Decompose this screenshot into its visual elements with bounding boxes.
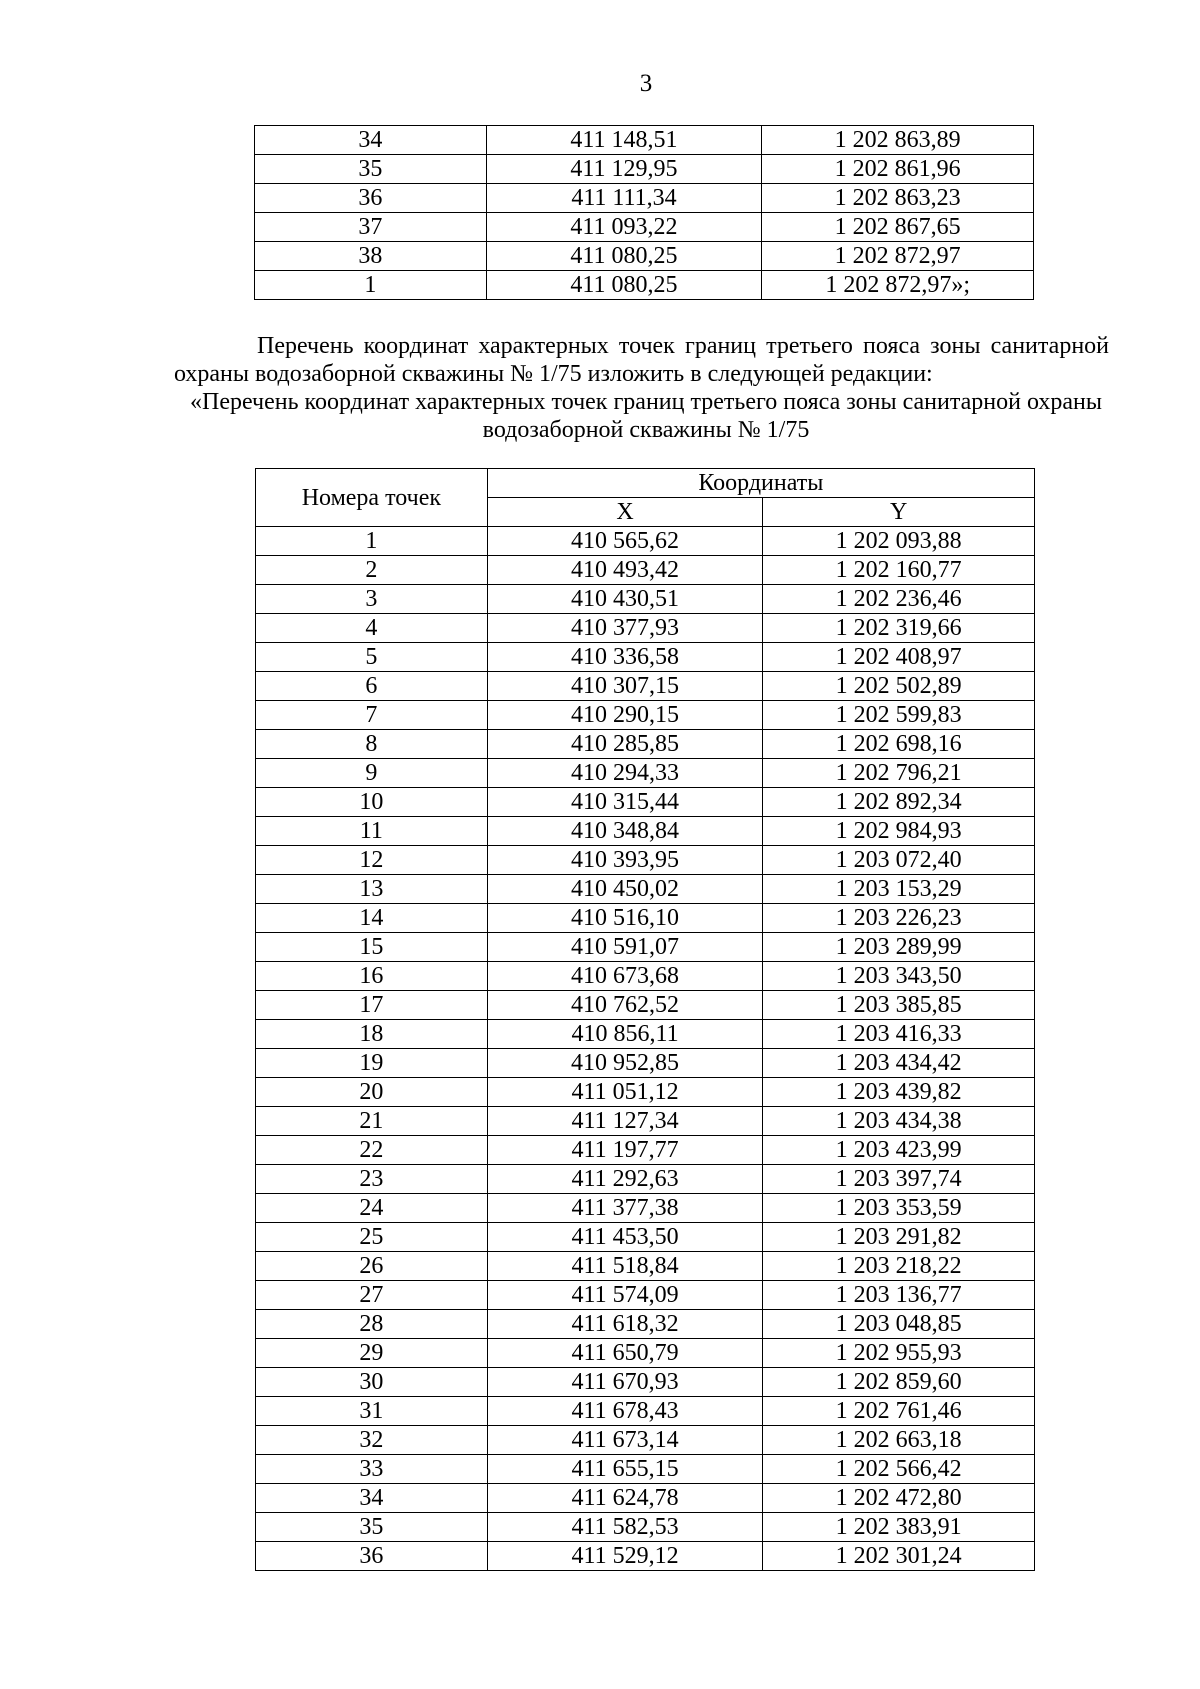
header-row-top: [256, 469, 1035, 498]
x-coordinate-cell: 410 336,58: [487, 643, 763, 672]
header-y: Y: [763, 498, 1035, 527]
x-coordinate-cell: 411 129,95: [486, 155, 762, 184]
table-row: [256, 1136, 1035, 1165]
y-coordinate-cell: 1 203 439,82: [763, 1078, 1035, 1107]
table-row: [256, 614, 1035, 643]
point-number-cell: 6: [256, 672, 488, 701]
point-number-cell: 16: [256, 962, 488, 991]
y-coordinate-cell: 1 203 218,22: [763, 1252, 1035, 1281]
y-coordinate-cell: 1 202 160,77: [763, 556, 1035, 585]
y-coordinate-cell: 1 203 136,77: [763, 1281, 1035, 1310]
point-number-cell: 13: [256, 875, 488, 904]
point-number-cell: 38: [255, 242, 487, 271]
table-row: [256, 1310, 1035, 1339]
table-row: [256, 1542, 1035, 1571]
point-number-cell: 1: [256, 527, 488, 556]
x-coordinate-cell: 411 655,15: [487, 1455, 763, 1484]
x-coordinate-cell: 410 430,51: [487, 585, 763, 614]
point-number-cell: 33: [256, 1455, 488, 1484]
table-row: [256, 643, 1035, 672]
y-coordinate-cell: 1 203 423,99: [763, 1136, 1035, 1165]
point-number-cell: 10: [256, 788, 488, 817]
point-number-cell: 23: [256, 1165, 488, 1194]
y-coordinate-cell: 1 203 434,38: [763, 1107, 1035, 1136]
point-number-cell: 12: [256, 846, 488, 875]
table-row: [256, 759, 1035, 788]
x-coordinate-cell: 410 393,95: [487, 846, 763, 875]
amended-list-title-line-1: «Перечень координат характерных точек границ третьего пояса зоны санитарной охраны: [189, 389, 1103, 415]
table-row: [256, 1165, 1035, 1194]
x-coordinate-cell: 411 618,32: [487, 1310, 763, 1339]
x-coordinate-cell: 410 952,85: [487, 1049, 763, 1078]
y-coordinate-cell: 1 202 796,21: [763, 759, 1035, 788]
table-row: [256, 875, 1035, 904]
header-coordinates: Координаты: [487, 469, 1034, 498]
y-coordinate-cell: 1 202 472,80: [763, 1484, 1035, 1513]
point-number-cell: 21: [256, 1107, 488, 1136]
table-row: [255, 126, 1034, 155]
y-coordinate-cell: 1 202 383,91: [763, 1513, 1035, 1542]
y-coordinate-cell: 1 202 761,46: [763, 1397, 1035, 1426]
table-row: [256, 1397, 1035, 1426]
x-coordinate-cell: 411 529,12: [487, 1542, 763, 1571]
point-number-cell: 34: [256, 1484, 488, 1513]
point-number-cell: 31: [256, 1397, 488, 1426]
table-row: [256, 672, 1035, 701]
header-point-numbers: Номера точек: [256, 469, 488, 527]
table-row: [255, 213, 1034, 242]
x-coordinate-cell: 410 493,42: [487, 556, 763, 585]
y-coordinate-cell: 1 202 859,60: [763, 1368, 1035, 1397]
x-coordinate-cell: 411 093,22: [486, 213, 762, 242]
y-coordinate-cell: 1 202 955,93: [763, 1339, 1035, 1368]
y-coordinate-cell: 1 203 353,59: [763, 1194, 1035, 1223]
point-number-cell: 24: [256, 1194, 488, 1223]
table-row: [256, 991, 1035, 1020]
table-row: [256, 817, 1035, 846]
point-number-cell: 32: [256, 1426, 488, 1455]
point-number-cell: 19: [256, 1049, 488, 1078]
point-number-cell: 36: [255, 184, 487, 213]
y-coordinate-cell: 1 202 599,83: [763, 701, 1035, 730]
header-x: X: [487, 498, 763, 527]
point-number-cell: 11: [256, 817, 488, 846]
point-number-cell: 35: [255, 155, 487, 184]
y-coordinate-cell: 1 202 867,65: [762, 213, 1034, 242]
coordinates-table-header: [256, 469, 1035, 527]
x-coordinate-cell: 410 591,07: [487, 933, 763, 962]
y-coordinate-cell: 1 202 984,93: [763, 817, 1035, 846]
y-coordinate-cell: 1 203 291,82: [763, 1223, 1035, 1252]
point-number-cell: 18: [256, 1020, 488, 1049]
x-coordinate-cell: 410 856,11: [487, 1020, 763, 1049]
point-number-cell: 22: [256, 1136, 488, 1165]
y-coordinate-cell: 1 203 385,85: [763, 991, 1035, 1020]
table-row: [256, 1049, 1035, 1078]
point-number-cell: 15: [256, 933, 488, 962]
x-coordinate-cell: 411 574,09: [487, 1281, 763, 1310]
x-coordinate-cell: 411 197,77: [487, 1136, 763, 1165]
point-number-cell: 34: [255, 126, 487, 155]
table-row: [256, 1107, 1035, 1136]
point-number-cell: 30: [256, 1368, 488, 1397]
y-coordinate-cell: 1 202 861,96: [762, 155, 1034, 184]
x-coordinate-cell: 410 285,85: [487, 730, 763, 759]
point-number-cell: 8: [256, 730, 488, 759]
table-row: [256, 1426, 1035, 1455]
table-row: [255, 271, 1034, 300]
x-coordinate-cell: 411 051,12: [487, 1078, 763, 1107]
table-row: [256, 1078, 1035, 1107]
x-coordinate-cell: 411 148,51: [486, 126, 762, 155]
table-row: [256, 1339, 1035, 1368]
page-number: 3: [639, 70, 653, 97]
x-coordinate-cell: 410 294,33: [487, 759, 763, 788]
table-row: [256, 527, 1035, 556]
point-number-cell: 28: [256, 1310, 488, 1339]
y-coordinate-cell: 1 202 408,97: [763, 643, 1035, 672]
x-coordinate-cell: 410 290,15: [487, 701, 763, 730]
point-number-cell: 1: [255, 271, 487, 300]
x-coordinate-cell: 411 582,53: [487, 1513, 763, 1542]
y-coordinate-cell: 1 202 863,89: [762, 126, 1034, 155]
table-row: [255, 184, 1034, 213]
y-coordinate-cell: 1 202 566,42: [763, 1455, 1035, 1484]
y-coordinate-cell: 1 203 416,33: [763, 1020, 1035, 1049]
coordinates-table-continued: [254, 125, 1034, 300]
x-coordinate-cell: 411 127,34: [487, 1107, 763, 1136]
y-coordinate-cell: 1 202 663,18: [763, 1426, 1035, 1455]
x-coordinate-cell: 411 080,25: [486, 242, 762, 271]
point-number-cell: 4: [256, 614, 488, 643]
table-row: [256, 1484, 1035, 1513]
point-number-cell: 9: [256, 759, 488, 788]
amended-list-title-line-2: водозаборной скважины № 1/75: [482, 417, 810, 443]
table-row: [256, 585, 1035, 614]
point-number-cell: 2: [256, 556, 488, 585]
point-number-cell: 29: [256, 1339, 488, 1368]
y-coordinate-cell: 1 203 397,74: [763, 1165, 1035, 1194]
y-coordinate-cell: 1 203 434,42: [763, 1049, 1035, 1078]
table-row: [256, 1368, 1035, 1397]
table-row: [256, 1223, 1035, 1252]
table-row: [256, 1252, 1035, 1281]
table-row: [256, 1281, 1035, 1310]
table-row: [256, 556, 1035, 585]
y-coordinate-cell: 1 202 301,24: [763, 1542, 1035, 1571]
y-coordinate-cell: 1 202 872,97»;: [762, 271, 1034, 300]
table-row: [256, 1513, 1035, 1542]
y-coordinate-cell: 1 203 343,50: [763, 962, 1035, 991]
x-coordinate-cell: 411 678,43: [487, 1397, 763, 1426]
y-coordinate-cell: 1 203 289,99: [763, 933, 1035, 962]
table-row: [256, 962, 1035, 991]
table-row: [256, 1455, 1035, 1484]
x-coordinate-cell: 410 307,15: [487, 672, 763, 701]
y-coordinate-cell: 1 203 153,29: [763, 875, 1035, 904]
x-coordinate-cell: 411 377,38: [487, 1194, 763, 1223]
x-coordinate-cell: 411 080,25: [486, 271, 762, 300]
table-row: [256, 846, 1035, 875]
y-coordinate-cell: 1 203 072,40: [763, 846, 1035, 875]
point-number-cell: 14: [256, 904, 488, 933]
x-coordinate-cell: 411 111,34: [486, 184, 762, 213]
coordinates-table-body: [256, 527, 1035, 1571]
table-row: [255, 242, 1034, 271]
coordinates-table: [255, 468, 1035, 1571]
coordinates-table-continued-body: [255, 126, 1034, 300]
point-number-cell: 17: [256, 991, 488, 1020]
point-number-cell: 20: [256, 1078, 488, 1107]
point-number-cell: 36: [256, 1542, 488, 1571]
y-coordinate-cell: 1 202 892,34: [763, 788, 1035, 817]
point-number-cell: 5: [256, 643, 488, 672]
y-coordinate-cell: 1 203 048,85: [763, 1310, 1035, 1339]
table-row: [256, 701, 1035, 730]
table-row: [255, 155, 1034, 184]
y-coordinate-cell: 1 202 236,46: [763, 585, 1035, 614]
x-coordinate-cell: 411 670,93: [487, 1368, 763, 1397]
x-coordinate-cell: 410 315,44: [487, 788, 763, 817]
point-number-cell: 7: [256, 701, 488, 730]
x-coordinate-cell: 411 624,78: [487, 1484, 763, 1513]
y-coordinate-cell: 1 203 226,23: [763, 904, 1035, 933]
y-coordinate-cell: 1 202 502,89: [763, 672, 1035, 701]
x-coordinate-cell: 410 377,93: [487, 614, 763, 643]
y-coordinate-cell: 1 202 863,23: [762, 184, 1034, 213]
y-coordinate-cell: 1 202 319,66: [763, 614, 1035, 643]
y-coordinate-cell: 1 202 872,97: [762, 242, 1034, 271]
table-row: [256, 730, 1035, 759]
y-coordinate-cell: 1 202 698,16: [763, 730, 1035, 759]
table-row: [256, 1194, 1035, 1223]
table-row: [256, 1020, 1035, 1049]
y-coordinate-cell: 1 202 093,88: [763, 527, 1035, 556]
point-number-cell: 3: [256, 585, 488, 614]
x-coordinate-cell: 410 450,02: [487, 875, 763, 904]
x-coordinate-cell: 411 292,63: [487, 1165, 763, 1194]
point-number-cell: 35: [256, 1513, 488, 1542]
x-coordinate-cell: 411 518,84: [487, 1252, 763, 1281]
x-coordinate-cell: 411 673,14: [487, 1426, 763, 1455]
x-coordinate-cell: 410 348,84: [487, 817, 763, 846]
x-coordinate-cell: 410 565,62: [487, 527, 763, 556]
point-number-cell: 26: [256, 1252, 488, 1281]
x-coordinate-cell: 411 453,50: [487, 1223, 763, 1252]
x-coordinate-cell: 410 673,68: [487, 962, 763, 991]
point-number-cell: 27: [256, 1281, 488, 1310]
point-number-cell: 37: [255, 213, 487, 242]
x-coordinate-cell: 410 762,52: [487, 991, 763, 1020]
x-coordinate-cell: 411 650,79: [487, 1339, 763, 1368]
table-row: [256, 788, 1035, 817]
table-row: [256, 904, 1035, 933]
amendment-instruction-paragraph: Перечень координат характерных точек границ третьего пояса зоны санитарной охраны водозаборной скважины № 1/75 изложить в следующей редакции:: [174, 333, 1109, 387]
x-coordinate-cell: 410 516,10: [487, 904, 763, 933]
amended-list-title: [0, 388, 1200, 444]
point-number-cell: 25: [256, 1223, 488, 1252]
table-row: [256, 933, 1035, 962]
